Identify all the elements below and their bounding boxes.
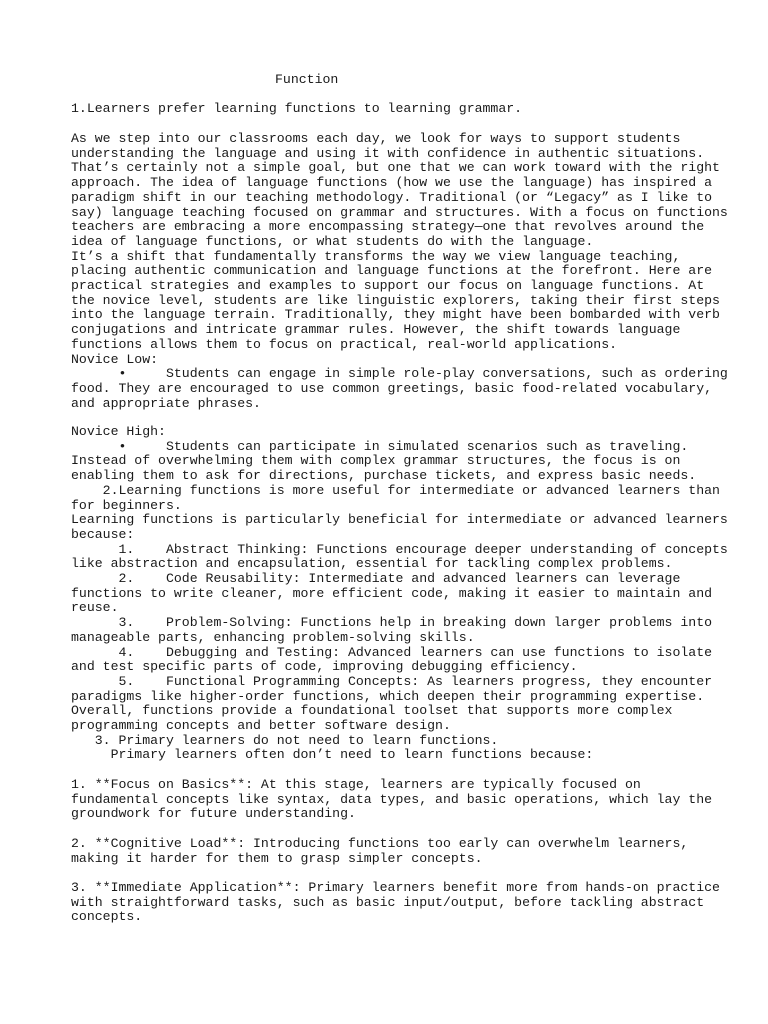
text-line: the novice level, students are like linguistic explorers, taking their first steps [71,292,720,308]
text-line: Novice High: [71,424,166,439]
text-line: enabling them to ask for directions, purchase tickets, and express basic needs. [71,468,697,484]
text-line: functions allows them to focus on practical, real-world applications. [71,336,618,352]
text-line: 3. Problem-Solving: Functions help in breaking down larger problems into [71,615,713,631]
text-line: and appropriate phrases. [71,395,261,411]
text-line: functions to write cleaner, more efficient code, making it easier to maintain and [71,585,713,601]
text-line: and test specific parts of code, improving debugging efficiency. [71,659,578,675]
text-line: 2.Learning functions is more useful for intermediate or advanced learners than [71,482,720,498]
text-line: Learning functions is particularly beneficial for intermediate or advanced learners [71,512,728,528]
text-line: with straightforward tasks, such as basic input/output, before tackling abstract [71,894,705,910]
text-line: • Students can participate in simulated scenarios such as traveling. [71,438,689,454]
section-heading-1: 1.Learners prefer learning functions to learning grammar. [71,101,523,116]
text-line: 2. Code Reusability: Intermediate and advanced learners can leverage [71,571,681,586]
text-line: teachers are embracing a more encompassing strategy—one that revolves around the [71,219,705,235]
text-line: say) language teaching focused on grammar and structures. With a focus on functions [71,204,728,220]
text-line: It’s a shift that fundamentally transforms the way we view language teaching, [71,248,681,264]
text-line: 1. **Focus on Basics**: At this stage, learners are typically focused on [71,777,641,792]
text-line: Novice Low: [71,351,159,367]
text-line: understanding the language and using it with confidence in authentic situations. [71,145,705,161]
text-line: making it harder for them to grasp simpler concepts. [71,850,483,866]
text-line: paradigm shift in our teaching methodology. Traditional (or “Legacy” as I like to [71,189,713,205]
text-line: 2. **Cognitive Load**: Introducing functions too early can overwhelm learners, [71,836,689,851]
document-title: Function [275,72,339,87]
text-line: That’s certainly not a simple goal, but one that we can work toward with the right [71,160,720,176]
text-line: As we step into our classrooms each day, we look for ways to support students [71,131,681,146]
text-line: 1. Abstract Thinking: Functions encourage deeper understanding of concepts [71,541,728,557]
text-line: for beginners. [71,497,182,513]
text-line: groundwork for future understanding. [71,806,356,822]
text-line: practical strategies and examples to support our focus on language functions. At [71,278,705,293]
text-line: like abstraction and encapsulation, essential for tackling complex problems. [71,556,673,572]
text-line: Overall, functions provide a foundational toolset that supports more complex [71,703,673,719]
text-line: conjugations and intricate grammar rules. However, the shift towards language [71,322,681,338]
text-line: placing authentic communication and language functions at the forefront. Here are [71,263,713,279]
text-line: paradigms like higher-order functions, which deepen their programming expertise. [71,688,705,704]
text-line: because: [71,526,135,542]
text-line: concepts. [71,909,143,925]
text-line: fundamental concepts like syntax, data types, and basic operations, which lay the [71,791,713,807]
text-line: approach. The idea of language functions (how we use the language) has inspired a [71,175,713,191]
text-line: reuse. [71,600,119,616]
text-line: into the language terrain. Traditionally, they might have been bombarded with verb [71,307,720,323]
text-line: 5. Functional Programming Concepts: As learners progress, they encounter [71,673,713,689]
text-line: • Students can engage in simple role-play conversations, such as ordering [71,366,728,382]
text-line: programming concepts and better software design. [71,718,451,733]
text-line: Primary learners often don’t need to learn functions because: [71,747,594,763]
text-line: 3. **Immediate Application**: Primary learners benefit more from hands-on practice [71,880,720,895]
text-line: idea of language functions, or what students do with the language. [71,233,594,249]
text-line: manageable parts, enhancing problem-solving skills. [71,629,475,645]
text-line: 3. Primary learners do not need to learn functions. [71,732,499,748]
text-line: 4. Debugging and Testing: Advanced learners can use functions to isolate [71,644,713,660]
text-line: Instead of overwhelming them with complex grammar structures, the focus is on [71,453,681,469]
text-line: food. They are encouraged to use common greetings, basic food-related vocabulary, [71,380,713,396]
